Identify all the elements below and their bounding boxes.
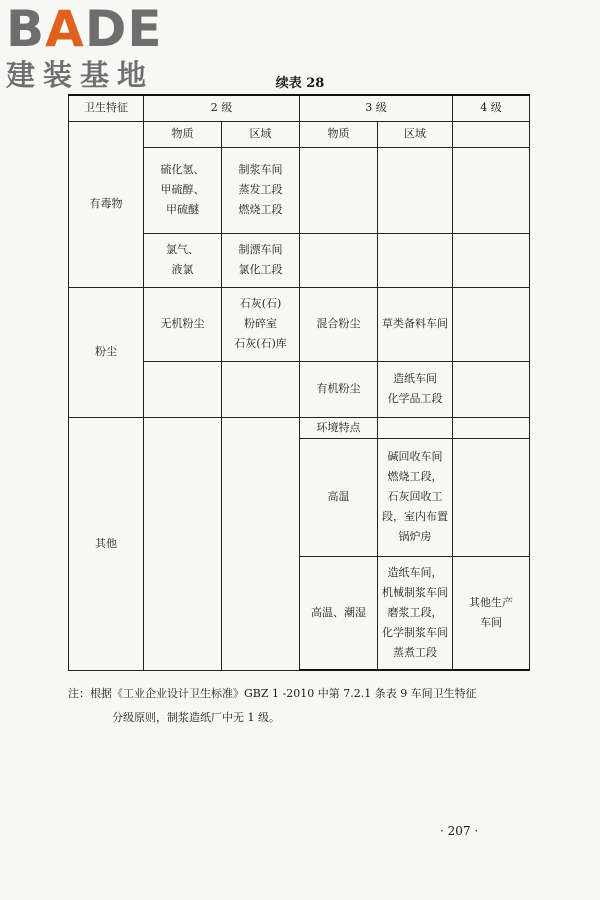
footnote-line-2: 分级原则，制浆造纸厂中无 1 级。 — [112, 711, 280, 724]
env-label: 环境特点 — [300, 417, 378, 438]
empty-cell — [453, 121, 530, 147]
other-label: 其他 — [69, 417, 144, 670]
other-r2-l3-substance: 高温、潮湿 — [300, 556, 378, 670]
page-number: · 207 · — [440, 824, 479, 838]
subheader-l3-substance: 物质 — [300, 121, 378, 147]
header-level3: 3 级 — [300, 95, 453, 121]
header-level2: 2 级 — [144, 95, 300, 121]
empty-cell — [300, 147, 378, 233]
footnote-line-1: 注：根据《工业企业设计卫生标准》GBZ 1 -2010 中第 7.2.1 条表 9 车间卫生特征 — [68, 687, 477, 700]
header-feature: 卫生特征 — [69, 95, 144, 121]
env-row — [69, 417, 530, 438]
header-row — [69, 95, 530, 121]
empty-cell — [453, 147, 530, 233]
other-r1-l3-substance: 高温 — [300, 438, 378, 556]
toxic-r2-l2-substance: 氯气、 液氯 — [144, 233, 222, 287]
empty-cell — [453, 233, 530, 287]
other-r2-l4: 其他生产 车间 — [453, 556, 530, 670]
subheader-l2-substance: 物质 — [144, 121, 222, 147]
empty-cell — [378, 147, 453, 233]
toxic-r2-l2-area: 制漂车间 氯化工段 — [222, 233, 300, 287]
dust-row-1 — [69, 287, 530, 361]
dust-r2-l3-area: 造纸车间 化学品工段 — [378, 361, 453, 417]
logo-brand: BADE — [6, 0, 163, 58]
toxic-r1-l2-substance: 硫化氢、 甲硫醇、 甲硫醚 — [144, 147, 222, 233]
table-title: 续表 28 — [275, 76, 325, 91]
toxic-r1-l2-area: 制浆车间 蒸发工段 燃烧工段 — [222, 147, 300, 233]
empty-cell — [144, 417, 222, 670]
footnote — [68, 682, 548, 730]
header-level4: 4 级 — [453, 95, 530, 121]
empty-cell — [453, 438, 530, 556]
dust-r1-l3-area: 草类备料车间 — [378, 287, 453, 361]
empty-cell — [378, 417, 453, 438]
dust-r1-l3-substance: 混合粉尘 — [300, 287, 378, 361]
empty-cell — [300, 233, 378, 287]
dust-r1-l2-substance: 无机粉尘 — [144, 287, 222, 361]
dust-label: 粉尘 — [69, 287, 144, 417]
other-r1-l3-area: 碱回收车间 燃烧工段， 石灰回收工 段，室内布置 锅炉房 — [378, 438, 453, 556]
dust-r2-l3-substance: 有机粉尘 — [300, 361, 378, 417]
subheader-l2-area: 区域 — [222, 121, 300, 147]
subheader-row — [69, 121, 530, 147]
empty-cell — [222, 417, 300, 670]
dust-r1-l2-area: 石灰(石) 粉碎室 石灰(石)库 — [222, 287, 300, 361]
empty-cell — [378, 233, 453, 287]
empty-cell — [144, 361, 222, 417]
empty-cell — [453, 361, 530, 417]
hygiene-table — [68, 94, 530, 671]
empty-cell — [222, 361, 300, 417]
logo-subtitle: 建装基地 — [6, 58, 155, 92]
empty-cell — [453, 287, 530, 361]
subheader-l3-area: 区域 — [378, 121, 453, 147]
other-r2-l3-area: 造纸车间， 机械制浆车间 磨浆工段， 化学制浆车间 蒸煮工段 — [378, 556, 453, 670]
toxic-label: 有毒物 — [69, 121, 144, 287]
empty-cell — [453, 417, 530, 438]
